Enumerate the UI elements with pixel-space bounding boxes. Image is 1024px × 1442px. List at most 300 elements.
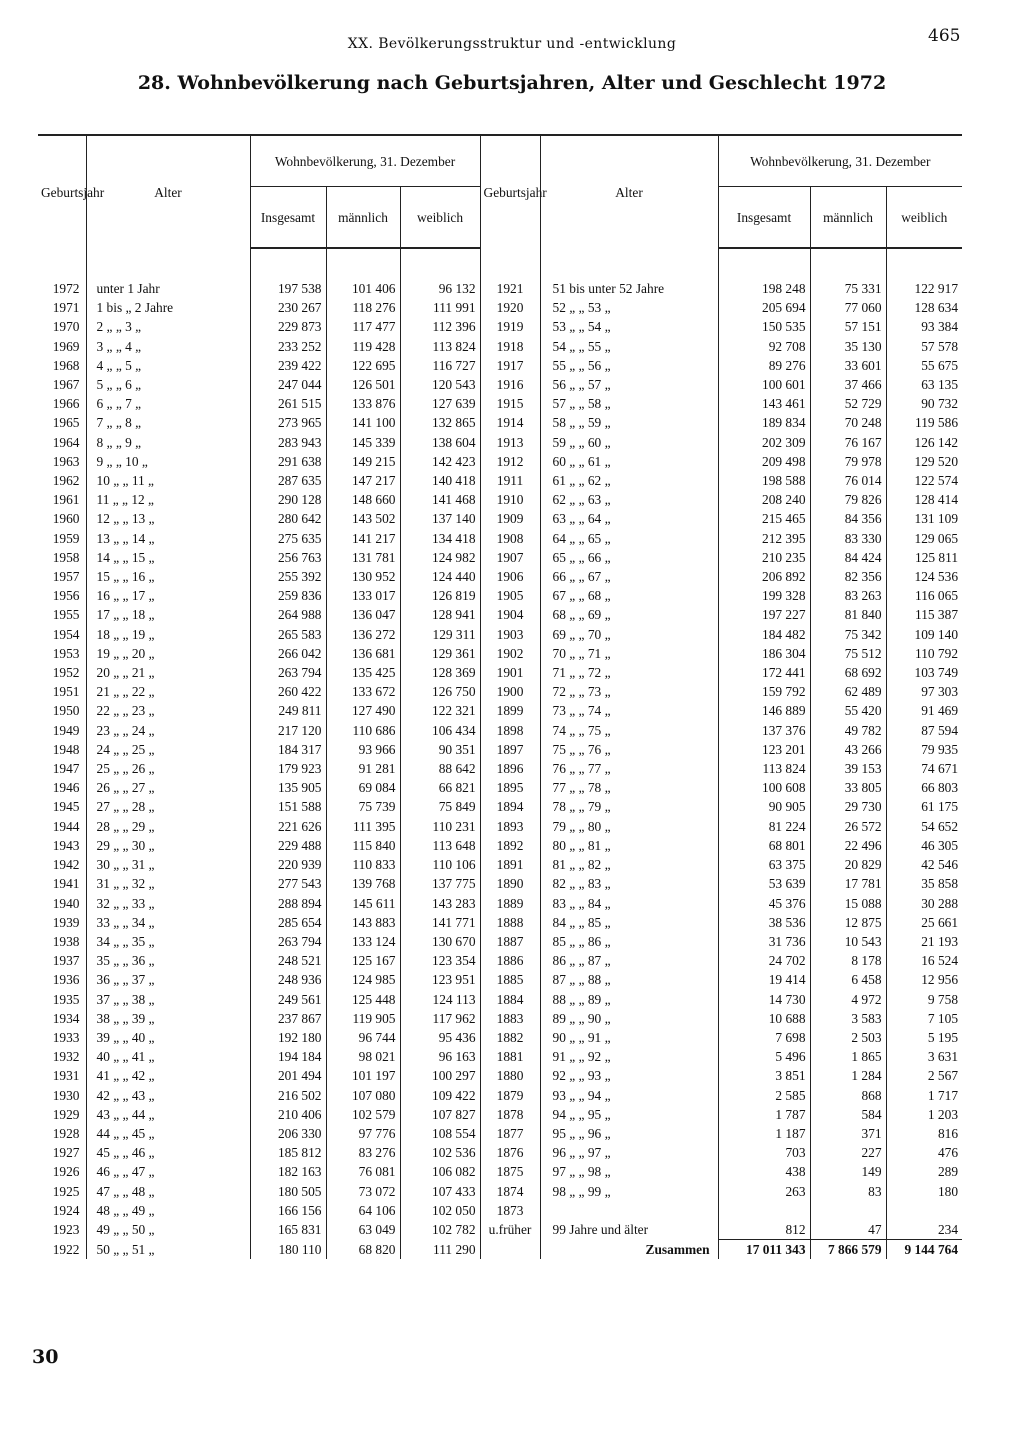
left-male-cell: 136 047 xyxy=(326,605,400,624)
left-total-cell: 280 642 xyxy=(250,509,326,528)
left-female-cell: 141 468 xyxy=(400,490,480,509)
right-age-range-cell: 98 „ „ 99 „ xyxy=(540,1182,718,1201)
left-birth-year-cell: 1943 xyxy=(38,836,86,855)
left-female-cell: 88 642 xyxy=(400,759,480,778)
right-total-cell: 703 xyxy=(718,1143,810,1162)
left-male-cell: 143 883 xyxy=(326,913,400,932)
right-male-cell: 10 543 xyxy=(810,932,886,951)
left-birth-year-cell: 1946 xyxy=(38,778,86,797)
left-female-cell: 127 639 xyxy=(400,394,480,413)
right-birth-year-cell: 1894 xyxy=(480,797,540,816)
right-male-cell: 371 xyxy=(810,1124,886,1143)
right-age-range-cell: 60 „ „ 61 „ xyxy=(540,452,718,471)
right-male-cell: 70 248 xyxy=(810,413,886,432)
right-birth-year-cell: 1881 xyxy=(480,1047,540,1066)
left-birth-year-cell: 1962 xyxy=(38,471,86,490)
right-age-range-cell: 74 „ „ 75 „ xyxy=(540,721,718,740)
right-total-cell: 210 235 xyxy=(718,548,810,567)
right-male-cell: 75 331 xyxy=(810,279,886,298)
left-birth-year-cell: 1927 xyxy=(38,1143,86,1162)
right-female-cell: 126 142 xyxy=(914,434,959,450)
right-total-cell: 31 736 xyxy=(718,932,810,951)
left-female-cell: 96 163 xyxy=(400,1047,480,1066)
right-female-cell: 30 288 xyxy=(921,895,959,911)
left-birth-year-cell: 1939 xyxy=(38,913,86,932)
left-birth-year-cell: 1928 xyxy=(38,1124,86,1143)
table-row xyxy=(38,990,962,1009)
left-male-cell: 133 017 xyxy=(326,586,400,605)
table-row xyxy=(38,452,962,471)
left-female-cell: 143 283 xyxy=(400,894,480,913)
right-female-cell: 74 671 xyxy=(921,761,959,777)
table-row xyxy=(38,817,962,836)
right-male-cell: 17 781 xyxy=(810,874,886,893)
left-female-cell: 110 106 xyxy=(400,855,480,874)
table-row xyxy=(38,797,962,816)
right-birth-year-cell: 1916 xyxy=(480,375,540,394)
table-row xyxy=(38,490,962,509)
left-female-cell: 107 433 xyxy=(400,1182,480,1201)
header-spacer-row xyxy=(38,248,962,279)
left-female-cell: 106 434 xyxy=(400,721,480,740)
left-birth-year-cell: 1961 xyxy=(38,490,86,509)
right-male-cell: 227 xyxy=(810,1143,886,1162)
right-age-range-cell: 80 „ „ 81 „ xyxy=(540,836,718,855)
right-female-cell: 91 469 xyxy=(921,703,959,719)
right-age-range-cell: 95 „ „ 96 „ xyxy=(540,1124,718,1143)
left-birth-year-cell: 1929 xyxy=(38,1105,86,1124)
right-age-range-cell: 86 „ „ 87 „ xyxy=(540,951,718,970)
table-row xyxy=(38,663,962,682)
right-age-range-cell: 65 „ „ 66 „ xyxy=(540,548,718,567)
table-row xyxy=(38,778,962,797)
right-total-cell xyxy=(718,1201,810,1220)
left-birth-year-cell: 1944 xyxy=(38,817,86,836)
left-birth-year-cell: 1938 xyxy=(38,932,86,951)
right-age-range-cell: 85 „ „ 86 „ xyxy=(540,932,718,951)
left-age-range-cell: 11 „ „ 12 „ xyxy=(86,490,250,509)
left-birth-year-cell: 1955 xyxy=(38,605,86,624)
right-total-cell: 209 498 xyxy=(718,452,810,471)
right-female-cell: 131 109 xyxy=(914,511,959,527)
right-birth-year-cell: 1892 xyxy=(480,836,540,855)
right-birth-year-cell: 1886 xyxy=(480,951,540,970)
table-row xyxy=(38,894,962,913)
right-total-cell: 198 588 xyxy=(718,471,810,490)
left-birth-year-cell: 1925 xyxy=(38,1182,86,1201)
left-age-range-cell: 38 „ „ 39 „ xyxy=(86,1009,250,1028)
right-female-cell: 93 384 xyxy=(921,319,959,335)
right-birth-year-cell: 1905 xyxy=(480,586,540,605)
left-birth-year-cell: 1958 xyxy=(38,548,86,567)
header-total-right: Insgesamt xyxy=(718,187,810,249)
left-male-cell: 126 501 xyxy=(326,375,400,394)
table-row xyxy=(38,970,962,989)
left-birth-year-cell: 1923 xyxy=(38,1220,86,1240)
right-age-range-cell: 96 „ „ 97 „ xyxy=(540,1143,718,1162)
left-birth-year-cell: 1968 xyxy=(38,356,86,375)
right-total-cell: 90 905 xyxy=(718,797,810,816)
table-row xyxy=(38,298,962,317)
right-age-range-cell: 69 „ „ 70 „ xyxy=(540,625,718,644)
left-female-cell: 134 418 xyxy=(400,529,480,548)
left-birth-year-cell: 1947 xyxy=(38,759,86,778)
right-birth-year-cell: 1903 xyxy=(480,625,540,644)
left-birth-year-cell: 1948 xyxy=(38,740,86,759)
right-male-cell: 49 782 xyxy=(810,721,886,740)
left-total-cell: 275 635 xyxy=(250,529,326,548)
footer-number: 30 xyxy=(32,1346,59,1368)
table-row xyxy=(38,1240,962,1260)
left-total-cell: 263 794 xyxy=(250,663,326,682)
left-female-cell: 140 418 xyxy=(400,471,480,490)
left-birth-year-cell: 1945 xyxy=(38,797,86,816)
right-age-range-cell: 97 „ „ 98 „ xyxy=(540,1162,718,1181)
right-birth-year-cell: 1878 xyxy=(480,1105,540,1124)
right-age-range-cell: 58 „ „ 59 „ xyxy=(540,413,718,432)
right-female-cell: 110 792 xyxy=(915,645,959,661)
left-female-cell: 113 824 xyxy=(400,337,480,356)
left-total-cell: 185 812 xyxy=(250,1143,326,1162)
table-row xyxy=(38,625,962,644)
right-total-cell: 81 224 xyxy=(718,817,810,836)
right-age-range-cell: 91 „ „ 92 „ xyxy=(540,1047,718,1066)
right-female-cell: 119 586 xyxy=(915,415,959,431)
right-female-cell: 87 594 xyxy=(921,722,959,738)
right-age-range-cell: 84 „ „ 85 „ xyxy=(540,913,718,932)
left-total-cell: 287 635 xyxy=(250,471,326,490)
right-female-cell: 129 065 xyxy=(914,530,959,546)
left-age-range-cell: 28 „ „ 29 „ xyxy=(86,817,250,836)
right-age-range-cell: 79 „ „ 80 „ xyxy=(540,817,718,836)
right-male-cell: 12 875 xyxy=(810,913,886,932)
right-male-cell: 3 583 xyxy=(810,1009,886,1028)
table-row xyxy=(38,1201,962,1220)
right-male-cell: 26 572 xyxy=(810,817,886,836)
left-female-cell: 137 775 xyxy=(400,874,480,893)
right-birth-year-cell: 1913 xyxy=(480,433,540,452)
right-male-cell: 55 420 xyxy=(810,701,886,720)
right-total-cell: 184 482 xyxy=(718,625,810,644)
table-row xyxy=(38,1047,962,1066)
left-male-cell: 69 084 xyxy=(326,778,400,797)
left-age-range-cell: 25 „ „ 26 „ xyxy=(86,759,250,778)
left-total-cell: 179 923 xyxy=(250,759,326,778)
right-total-cell: 263 xyxy=(718,1182,810,1201)
right-total-cell: 10 688 xyxy=(718,1009,810,1028)
right-female-cell: 115 387 xyxy=(915,607,959,623)
right-total-cell: 2 585 xyxy=(718,1086,810,1105)
left-female-cell: 123 951 xyxy=(400,970,480,989)
left-total-cell: 166 156 xyxy=(250,1201,326,1220)
right-female-cell: 57 578 xyxy=(921,338,959,354)
left-female-cell: 128 941 xyxy=(400,605,480,624)
left-male-cell: 98 021 xyxy=(326,1047,400,1066)
table-row xyxy=(38,1124,962,1143)
right-birth-year-cell: 1908 xyxy=(480,529,540,548)
left-total-cell: 264 988 xyxy=(250,605,326,624)
left-male-cell: 64 106 xyxy=(326,1201,400,1220)
left-male-cell: 101 197 xyxy=(326,1066,400,1085)
left-female-cell: 126 819 xyxy=(400,586,480,605)
header-male-right: männlich xyxy=(810,187,886,249)
left-female-cell: 66 821 xyxy=(400,778,480,797)
right-male-cell: 82 356 xyxy=(810,567,886,586)
right-birth-year-cell: u.früher xyxy=(480,1220,540,1240)
left-male-cell: 136 681 xyxy=(326,644,400,663)
sum-total: 17 011 343 xyxy=(718,1240,810,1260)
right-total-cell: 63 375 xyxy=(718,855,810,874)
right-female-cell: 2 567 xyxy=(927,1068,959,1084)
left-male-cell: 148 660 xyxy=(326,490,400,509)
right-age-range-cell: 53 „ „ 54 „ xyxy=(540,317,718,336)
left-total-cell: 249 561 xyxy=(250,990,326,1009)
left-female-cell: 112 396 xyxy=(400,317,480,336)
table-row xyxy=(38,913,962,932)
left-total-cell: 248 521 xyxy=(250,951,326,970)
header-age-left: Alter xyxy=(86,135,250,248)
left-female-cell: 102 536 xyxy=(400,1143,480,1162)
left-birth-year-cell: 1959 xyxy=(38,529,86,548)
left-female-cell: 116 727 xyxy=(400,356,480,375)
sum-male: 7 866 579 xyxy=(810,1240,886,1260)
table-title: 28. Wohnbevölkerung nach Geburtsjahren, Alter und Geschlecht 1972 xyxy=(137,72,887,94)
left-age-range-cell: 23 „ „ 24 „ xyxy=(86,721,250,740)
right-female-cell: 7 105 xyxy=(927,1010,959,1026)
right-age-range-cell: 59 „ „ 60 „ xyxy=(540,433,718,452)
right-age-range-cell: 93 „ „ 94 „ xyxy=(540,1086,718,1105)
right-total-cell: 45 376 xyxy=(718,894,810,913)
left-male-cell: 124 985 xyxy=(326,970,400,989)
left-male-cell: 68 820 xyxy=(326,1240,400,1260)
left-male-cell: 107 080 xyxy=(326,1086,400,1105)
left-male-cell: 141 100 xyxy=(326,413,400,432)
left-age-range-cell: 26 „ „ 27 „ xyxy=(86,778,250,797)
table-row xyxy=(38,567,962,586)
right-birth-year-cell: 1887 xyxy=(480,932,540,951)
table-row xyxy=(38,433,962,452)
right-female-cell: 42 546 xyxy=(921,857,959,873)
right-female-cell: 128 414 xyxy=(914,492,959,508)
right-total-cell: 5 496 xyxy=(718,1047,810,1066)
right-female-cell: 66 803 xyxy=(921,780,959,796)
right-total-cell: 172 441 xyxy=(718,663,810,682)
left-total-cell: 273 965 xyxy=(250,413,326,432)
right-female-cell: 9 758 xyxy=(927,991,959,1007)
right-male-cell: 6 458 xyxy=(810,970,886,989)
right-birth-year-cell: 1900 xyxy=(480,682,540,701)
left-age-range-cell: 45 „ „ 46 „ xyxy=(86,1143,250,1162)
right-birth-year-cell: 1912 xyxy=(480,452,540,471)
left-female-cell: 130 670 xyxy=(400,932,480,951)
left-female-cell: 126 750 xyxy=(400,682,480,701)
table-row xyxy=(38,605,962,624)
table-row xyxy=(38,874,962,893)
left-total-cell: 239 422 xyxy=(250,356,326,375)
left-age-range-cell: 34 „ „ 35 „ xyxy=(86,932,250,951)
right-birth-year-cell: 1891 xyxy=(480,855,540,874)
right-total-cell: 438 xyxy=(718,1162,810,1181)
left-birth-year-cell: 1970 xyxy=(38,317,86,336)
right-birth-year-cell: 1909 xyxy=(480,509,540,528)
right-age-range-cell: 76 „ „ 77 „ xyxy=(540,759,718,778)
right-male-cell: 83 330 xyxy=(810,529,886,548)
right-total-cell: 7 698 xyxy=(718,1028,810,1047)
right-female-cell: 109 140 xyxy=(914,626,959,642)
header-female-right: weiblich xyxy=(886,187,962,249)
left-male-cell: 76 081 xyxy=(326,1162,400,1181)
left-birth-year-cell: 1969 xyxy=(38,337,86,356)
left-age-range-cell: 4 „ „ 5 „ xyxy=(86,356,250,375)
left-age-range-cell: 19 „ „ 20 „ xyxy=(86,644,250,663)
header-birth-year-right: Geburtsjahr xyxy=(480,135,540,248)
right-total-cell: 198 248 xyxy=(718,279,810,298)
table-row xyxy=(38,740,962,759)
left-male-cell: 133 876 xyxy=(326,394,400,413)
left-birth-year-cell: 1942 xyxy=(38,855,86,874)
left-total-cell: 229 873 xyxy=(250,317,326,336)
right-total-cell: 186 304 xyxy=(718,644,810,663)
left-age-range-cell: 8 „ „ 9 „ xyxy=(86,433,250,452)
page-number: 465 xyxy=(928,26,961,46)
right-female-cell: 116 065 xyxy=(915,588,959,604)
right-birth-year-cell: 1876 xyxy=(480,1143,540,1162)
left-total-cell: 194 184 xyxy=(250,1047,326,1066)
left-female-cell: 138 604 xyxy=(400,433,480,452)
right-age-range-cell: 73 „ „ 74 „ xyxy=(540,701,718,720)
left-male-cell: 131 781 xyxy=(326,548,400,567)
left-age-range-cell: 24 „ „ 25 „ xyxy=(86,740,250,759)
left-age-range-cell: 48 „ „ 49 „ xyxy=(86,1201,250,1220)
right-total-cell: 1 187 xyxy=(718,1124,810,1143)
left-male-cell: 130 952 xyxy=(326,567,400,586)
table-row xyxy=(38,932,962,951)
right-male-cell: 76 014 xyxy=(810,471,886,490)
table-row xyxy=(38,1066,962,1085)
right-total-cell: 150 535 xyxy=(718,317,810,336)
left-age-range-cell: 49 „ „ 50 „ xyxy=(86,1220,250,1240)
right-male-cell: 47 xyxy=(810,1220,886,1240)
left-birth-year-cell: 1963 xyxy=(38,452,86,471)
left-total-cell: 180 110 xyxy=(250,1240,326,1260)
right-age-range-cell: 64 „ „ 65 „ xyxy=(540,529,718,548)
right-total-cell: 137 376 xyxy=(718,721,810,740)
right-total-cell: 123 201 xyxy=(718,740,810,759)
left-male-cell: 145 339 xyxy=(326,433,400,452)
left-male-cell: 119 428 xyxy=(326,337,400,356)
left-age-range-cell: 46 „ „ 47 „ xyxy=(86,1162,250,1181)
left-total-cell: 221 626 xyxy=(250,817,326,836)
right-birth-year-cell: 1895 xyxy=(480,778,540,797)
left-total-cell: 230 267 xyxy=(250,298,326,317)
left-male-cell: 102 579 xyxy=(326,1105,400,1124)
left-age-range-cell: 27 „ „ 28 „ xyxy=(86,797,250,816)
right-age-range-cell: 99 Jahre und älter xyxy=(540,1220,718,1240)
left-male-cell: 141 217 xyxy=(326,529,400,548)
left-male-cell: 125 448 xyxy=(326,990,400,1009)
right-age-range-cell: 92 „ „ 93 „ xyxy=(540,1066,718,1085)
right-male-cell: 22 496 xyxy=(810,836,886,855)
right-female-cell: 234 xyxy=(937,1221,959,1237)
left-birth-year-cell: 1931 xyxy=(38,1066,86,1085)
left-birth-year-cell: 1960 xyxy=(38,509,86,528)
left-birth-year-cell: 1964 xyxy=(38,433,86,452)
table-row xyxy=(38,337,962,356)
header-population-left: Wohnbevölkerung, 31. Dezember xyxy=(250,135,480,187)
right-male-cell: 83 263 xyxy=(810,586,886,605)
right-birth-year-cell: 1890 xyxy=(480,874,540,893)
left-female-cell: 113 648 xyxy=(400,836,480,855)
left-female-cell: 102 050 xyxy=(400,1201,480,1220)
left-age-range-cell: 39 „ „ 40 „ xyxy=(86,1028,250,1047)
right-total-cell: 1 787 xyxy=(718,1105,810,1124)
right-birth-year-cell: 1873 xyxy=(480,1201,540,1220)
right-age-range-cell: 90 „ „ 91 „ xyxy=(540,1028,718,1047)
left-age-range-cell: 5 „ „ 6 „ xyxy=(86,375,250,394)
left-birth-year-cell: 1950 xyxy=(38,701,86,720)
table-row xyxy=(38,855,962,874)
left-female-cell: 124 113 xyxy=(400,990,480,1009)
table-row xyxy=(38,317,962,336)
left-birth-year-cell: 1971 xyxy=(38,298,86,317)
left-female-cell: 100 297 xyxy=(400,1066,480,1085)
left-total-cell: 291 638 xyxy=(250,452,326,471)
left-male-cell: 119 905 xyxy=(326,1009,400,1028)
right-male-cell: 77 060 xyxy=(810,298,886,317)
left-female-cell: 128 369 xyxy=(400,663,480,682)
left-male-cell: 91 281 xyxy=(326,759,400,778)
left-total-cell: 290 128 xyxy=(250,490,326,509)
right-age-range-cell: 54 „ „ 55 „ xyxy=(540,337,718,356)
sum-female: 9 144 764 xyxy=(886,1240,962,1260)
right-birth-year-cell: 1911 xyxy=(480,471,540,490)
right-age-range-cell: 70 „ „ 71 „ xyxy=(540,644,718,663)
left-birth-year-cell: 1922 xyxy=(38,1240,86,1260)
left-birth-year-cell: 1935 xyxy=(38,990,86,1009)
right-total-cell: 215 465 xyxy=(718,509,810,528)
left-total-cell: 249 811 xyxy=(250,701,326,720)
left-male-cell: 122 695 xyxy=(326,356,400,375)
right-male-cell: 2 503 xyxy=(810,1028,886,1047)
left-male-cell: 149 215 xyxy=(326,452,400,471)
left-male-cell: 117 477 xyxy=(326,317,400,336)
left-birth-year-cell: 1940 xyxy=(38,894,86,913)
right-age-range-cell: 56 „ „ 57 „ xyxy=(540,375,718,394)
left-male-cell: 127 490 xyxy=(326,701,400,720)
right-male-cell: 83 xyxy=(810,1182,886,1201)
left-total-cell: 182 163 xyxy=(250,1162,326,1181)
table-row xyxy=(38,1105,962,1124)
left-male-cell: 110 833 xyxy=(326,855,400,874)
left-age-range-cell: 17 „ „ 18 „ xyxy=(86,605,250,624)
table-row xyxy=(38,471,962,490)
table-row xyxy=(38,279,962,298)
right-age-range-cell: 87 „ „ 88 „ xyxy=(540,970,718,989)
left-birth-year-cell: 1965 xyxy=(38,413,86,432)
right-birth-year-cell: 1880 xyxy=(480,1066,540,1085)
right-age-range-cell: 68 „ „ 69 „ xyxy=(540,605,718,624)
right-total-cell: 19 414 xyxy=(718,970,810,989)
left-female-cell: 120 543 xyxy=(400,375,480,394)
right-male-cell: 75 512 xyxy=(810,644,886,663)
right-birth-year-cell: 1889 xyxy=(480,894,540,913)
right-total-cell: 89 276 xyxy=(718,356,810,375)
left-male-cell: 133 124 xyxy=(326,932,400,951)
running-head: XX. Bevölkerungsstruktur und -entwicklung xyxy=(347,36,677,52)
left-total-cell: 165 831 xyxy=(250,1220,326,1240)
right-female-cell: 122 917 xyxy=(914,281,959,296)
left-age-range-cell: 18 „ „ 19 „ xyxy=(86,625,250,644)
